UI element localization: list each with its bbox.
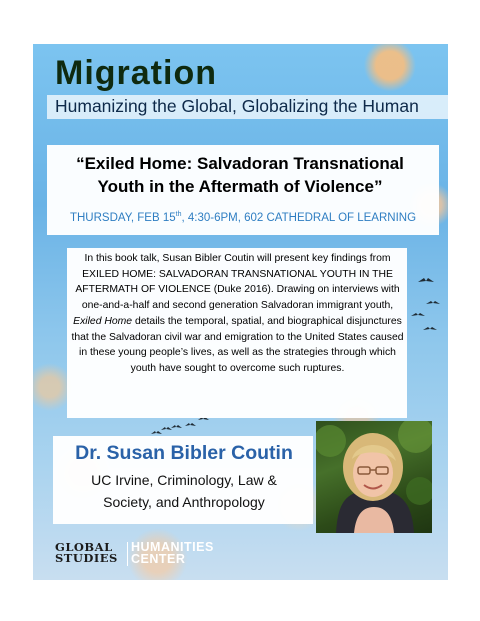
speaker-affiliation-line-2: Society, and Anthropology: [103, 493, 265, 510]
speaker-photo: [316, 421, 432, 533]
global-studies-line-1: GLOBAL: [55, 540, 113, 554]
event-time-location: , 4:30-6PM, 602 CATHEDRAL OF LEARNING: [181, 211, 417, 224]
subtitle: Humanizing the Global, Globalizing the Human: [55, 96, 419, 116]
event-poster: [33, 44, 448, 580]
book-title-italic: Exiled Home: [73, 315, 133, 327]
event-date: THURSDAY, FEB 15: [69, 211, 176, 224]
event-date-location: [47, 211, 439, 224]
description-text-1: In this book talk, Susan Bibler Coutin will present key findings from EXILED HOME: SALVADORAN TRANSNATIONAL YOUTH IN THE AFTERMATH OF VIOLENCE (Duke 2016). Drawing on interviews with one-and-a-half and second generation Salvadoran immigrant youth,: [75, 253, 400, 312]
logo-divider: [127, 542, 128, 566]
talk-title: [49, 152, 431, 198]
talk-title-line-1: “Exiled Home: Salvadoran Transnational: [76, 154, 404, 173]
description-text-2: details the temporal, spatial, and biographical disjunctures that the Salvadoran civil war and emigration to the United States caused in these young people’s lives, as well as the strategies through which youth have sought to overcome such ruptures.: [71, 315, 404, 374]
humanities-center-line-2: CENTER: [131, 552, 186, 566]
event-description: [71, 251, 404, 377]
speaker-affiliation: [55, 470, 313, 513]
global-studies-line-2: STUDIES: [55, 551, 118, 565]
title: Migration: [55, 54, 217, 92]
humanities-center-line-1: HUMANITIES: [131, 540, 214, 554]
speaker-affiliation-line-1: UC Irvine, Criminology, Law &: [91, 472, 277, 488]
global-studies-logo: [55, 542, 118, 564]
speaker-name: Dr. Susan Bibler Coutin: [75, 442, 293, 464]
date-suffix: th: [175, 211, 182, 218]
humanities-center-logo: [131, 541, 214, 565]
talk-title-line-2: Youth in the Aftermath of Violence”: [97, 177, 383, 196]
